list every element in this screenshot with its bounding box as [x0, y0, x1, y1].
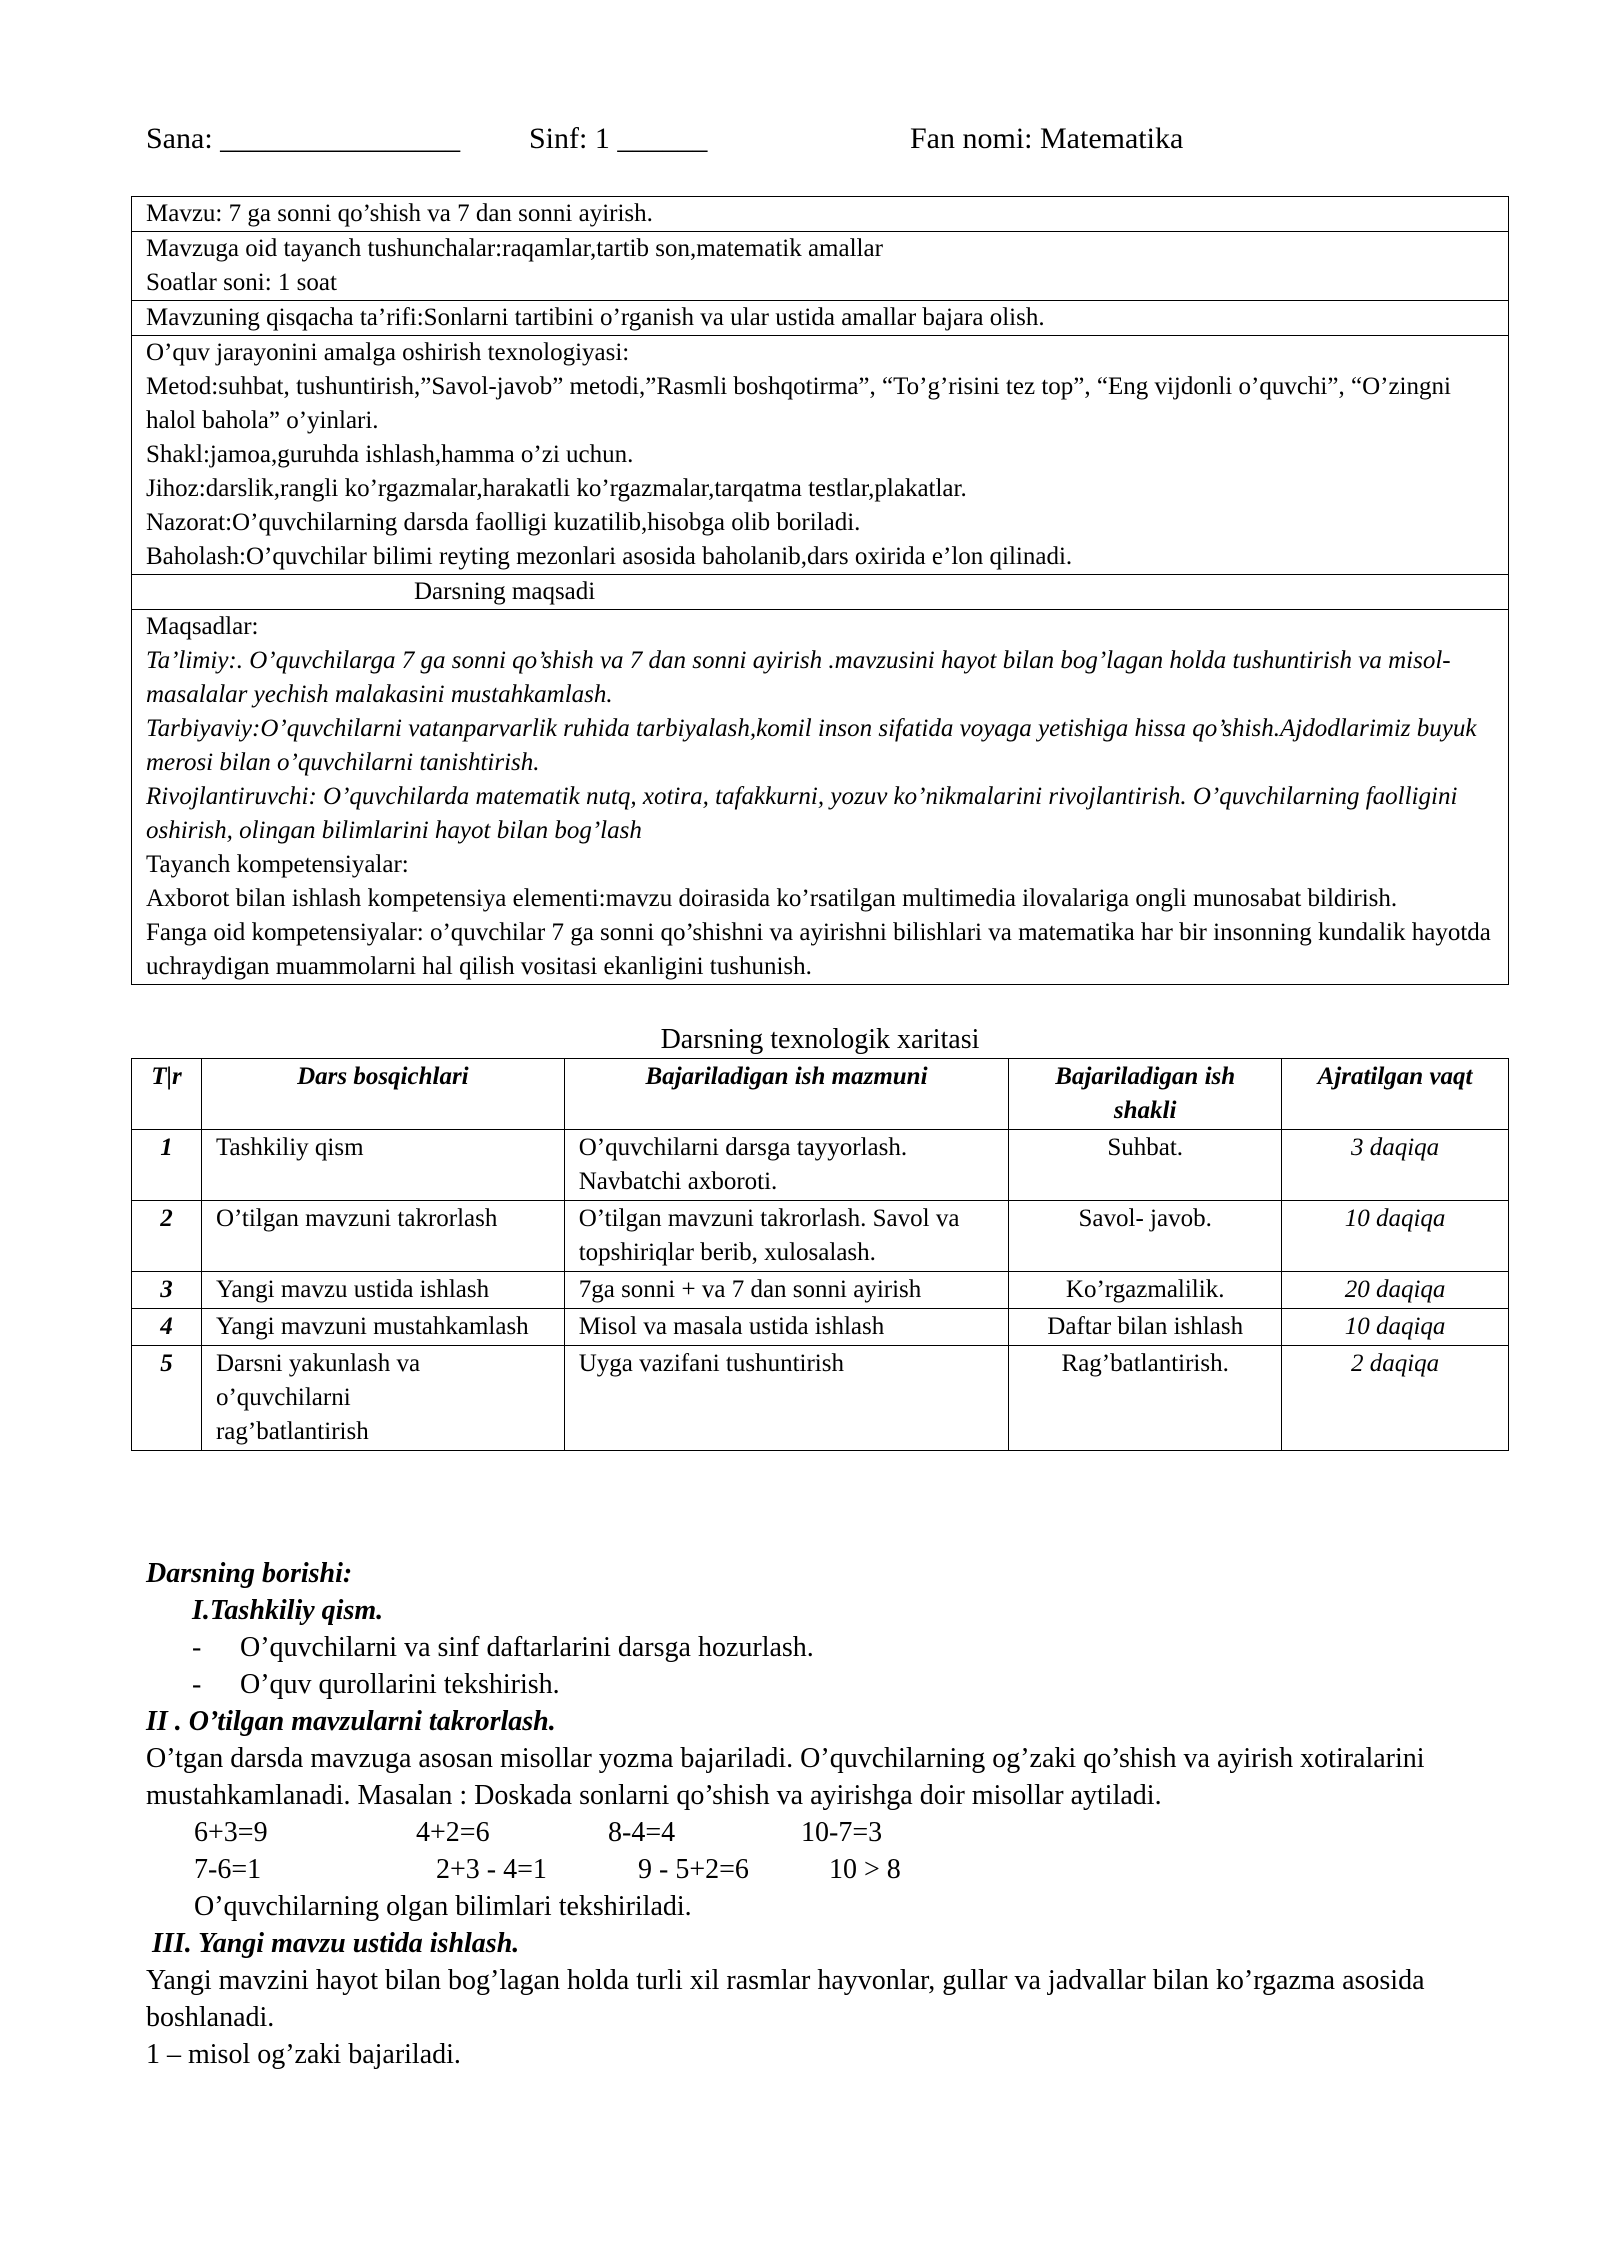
- row-form: Suhbat.: [1009, 1130, 1282, 1201]
- row-time: 10 daqiqa: [1282, 1309, 1509, 1346]
- table-row: [132, 1201, 1509, 1272]
- row-content: Misol va masala ustida ishlash: [564, 1309, 1009, 1346]
- method-text: Metod:suhbat, tushuntirish,”Savol-javob” metodi,”Rasmli boshqotirma”, “To’g’risini tez top”, “Eng vijdonli o’quvchi”, “O’zingni halol bahola” o’yinlari.: [146, 373, 1451, 434]
- section-3-title: III. Yangi mavzu ustida ishlash.: [152, 1928, 520, 1959]
- date-field: Sana: ________________: [146, 122, 461, 155]
- section-1-title: I.Tashkiliy qism.: [192, 1595, 384, 1626]
- equation-row: [146, 1814, 1496, 1851]
- equation-row: [146, 1851, 1496, 1888]
- table-header-row: [132, 1059, 1509, 1130]
- goals-label: Maqsadlar:: [146, 613, 259, 640]
- row-form: Ko’rgazmalilik.: [1009, 1272, 1282, 1309]
- dash-marker: -: [192, 1632, 202, 1663]
- summary-row: [132, 301, 1508, 336]
- bullet-item: [146, 1666, 1496, 1703]
- summary-text: Mavzuning qisqacha ta’rifi:Sonlarni tartibini o’rganish va ular ustida amallar bajara olish.: [146, 304, 1045, 331]
- bullet-text: O’quv qurollarini tekshirish.: [240, 1669, 560, 1700]
- control-text: Nazorat:O’quvchilarning darsda faolligi kuzatilib,hisobga olib boriladi.: [146, 509, 861, 536]
- goals-row: [132, 610, 1508, 984]
- technology-title: O’quv jarayonini amalga oshirish texnologiyasi:: [146, 339, 630, 366]
- bullet-item: [146, 1629, 1496, 1666]
- table-row: [132, 1309, 1509, 1346]
- educational-goal: Ta’limiy:. O’quvchilarga 7 ga sonni qo’shish va 7 dan sonni ayirish .mavzusini hayot bilan bog’lagan holda tushuntirish va misol- masalalar yechish malakasini mustahkamlash.: [146, 647, 1451, 708]
- row-time: 3 daqiqa: [1282, 1130, 1509, 1201]
- technology-map-table: [131, 1058, 1509, 1451]
- col-header-stage: Dars bosqichlari: [201, 1059, 564, 1130]
- topic-text: Mavzu: 7 ga sonni qo’shish va 7 dan sonni ayirish.: [146, 200, 653, 227]
- row-number: 4: [132, 1309, 202, 1346]
- equation: 8-4=4: [608, 1817, 676, 1848]
- row-number: 3: [132, 1272, 202, 1309]
- row-time: 10 daqiqa: [1282, 1201, 1509, 1272]
- dash-marker: -: [192, 1669, 202, 1700]
- table-row: [132, 1130, 1509, 1201]
- lesson-info-box: [131, 196, 1509, 985]
- goal-heading-row: [132, 575, 1508, 610]
- equation: 10 > 8: [829, 1854, 901, 1885]
- col-header-form: Bajariladigan ish shakli: [1009, 1059, 1282, 1130]
- col-header-content: Bajariladigan ish mazmuni: [564, 1059, 1009, 1130]
- equation: 6+3=9: [194, 1817, 268, 1848]
- row-content: 7ga sonni + va 7 dan sonni ayirish: [564, 1272, 1009, 1309]
- header-line: [146, 122, 1486, 162]
- form-text: Shakl:jamoa,guruhda ishlash,hamma o’zi uchun.: [146, 441, 634, 468]
- goal-heading: Darsning maqsadi: [414, 578, 596, 605]
- row-stage: Yangi mavzu ustida ishlash: [201, 1272, 564, 1309]
- equation: 9 - 5+2=6: [638, 1854, 749, 1885]
- concepts-text: Mavzuga oid tayanch tushunchalar:raqamlar,tartib son,matematik amallar: [146, 235, 883, 262]
- competencies-label: Tayanch kompetensiyalar:: [146, 851, 409, 878]
- row-time: 2 daqiqa: [1282, 1346, 1509, 1451]
- row-stage: O’tilgan mavzuni takrorlash: [201, 1201, 564, 1272]
- table-row: [132, 1272, 1509, 1309]
- upbringing-goal: Tarbiyaviy:O’quvchilarni vatanparvarlik ruhida tarbiyalash,komil inson sifatida voyaga yetishiga hissa qo’shish.Ajdodlarimiz buyuk merosi bilan o’quvchilarni tanishtirish.: [146, 715, 1477, 776]
- row-time: 20 daqiqa: [1282, 1272, 1509, 1309]
- concepts-row: [132, 232, 1508, 301]
- section-2-title: II . O’tilgan mavzularni takrorlash.: [146, 1706, 556, 1737]
- bullet-text: O’quvchilarni va sinf daftarlarini darsga hozurlash.: [240, 1632, 814, 1663]
- equation: 7-6=1: [194, 1854, 262, 1885]
- technology-row: [132, 336, 1508, 575]
- row-content: O’tilgan mavzuni takrorlash. Savol va topshiriqlar berib, xulosalash.: [564, 1201, 1009, 1272]
- map-caption: Darsning texnologik xaritasi: [660, 1024, 980, 1055]
- equipment-text: Jihoz:darslik,rangli ko’rgazmalar,harakatli ko’rgazmalar,tarqatma testlar,plakatlar.: [146, 475, 967, 502]
- row-stage: Yangi mavzuni mustahkamlash: [201, 1309, 564, 1346]
- lesson-title: Darsning borishi:: [146, 1558, 353, 1589]
- row-form: Savol- javob.: [1009, 1201, 1282, 1272]
- row-content: Uyga vazifani tushuntirish: [564, 1346, 1009, 1451]
- equation: 2+3 - 4=1: [436, 1854, 547, 1885]
- col-header-number: T|r: [132, 1059, 202, 1130]
- col-header-time: Ajratilgan vaqt: [1282, 1059, 1509, 1130]
- info-competence: Axborot bilan ishlash kompetensiya elementi:mavzu doirasida ko’rsatilgan multimedia ilovalariga ongli munosabat bildirish.: [146, 885, 1398, 912]
- row-form: Daftar bilan ishlash: [1009, 1309, 1282, 1346]
- row-stage: Tashkiliy qism: [201, 1130, 564, 1201]
- check-text: O’quvchilarning olgan bilimlari tekshiriladi.: [194, 1891, 692, 1922]
- row-form: Rag’batlantirish.: [1009, 1346, 1282, 1451]
- row-number: 1: [132, 1130, 202, 1201]
- developmental-goal: Rivojlantiruvchi: O’quvchilarda matematik nutq, xotira, tafakkurni, yozuv ko’nikmalarini rivojlantirish. O’quvchilarning faolligini oshirish, olingan bilimlarini hayot bilan bog’lash: [146, 783, 1458, 844]
- topic-row: [132, 197, 1508, 232]
- example-text: 1 – misol og’zaki bajariladi.: [146, 2039, 461, 2070]
- lesson-progress: [146, 1555, 1496, 2073]
- row-stage: Darsni yakunlash va o’quvchilarni rag’batlantirish: [201, 1346, 564, 1451]
- subject-field: Fan nomi: Matematika: [910, 122, 1184, 155]
- row-content: O’quvchilarni darsga tayyorlash. Navbatchi axboroti.: [564, 1130, 1009, 1201]
- section-2-paragraph: O’tgan darsda mavzuga asosan misollar yozma bajariladi. O’quvchilarning og’zaki qo’shish va ayirish xotiralarini mustahkamlanadi. Masalan : Doskada sonlarni qo’shish va ayirishga doir misollar aytiladi.: [146, 1743, 1425, 1811]
- table-row: [132, 1346, 1509, 1451]
- assessment-text: Baholash:O’quvchilar bilimi reyting mezonlari asosida baholanib,dars oxirida e’lon qilinadi.: [146, 543, 1073, 570]
- row-number: 2: [132, 1201, 202, 1272]
- row-number: 5: [132, 1346, 202, 1451]
- equation: 10-7=3: [801, 1817, 883, 1848]
- subject-competence: Fanga oid kompetensiyalar: o’quvchilar 7 ga sonni qo’shishni va ayirishni bilishlari va matematika har bir insonning kundalik hayotda uchraydigan muammolarni hal qilish vositasi ekanligini tushunish.: [146, 919, 1491, 980]
- class-field: Sinf: 1 ______: [529, 122, 708, 155]
- hours-text: Soatlar soni: 1 soat: [146, 269, 337, 296]
- equation: 4+2=6: [416, 1817, 490, 1848]
- section-3-paragraph: Yangi mavzini hayot bilan bog’lagan holda turli xil rasmlar hayvonlar, gullar va jadvallar bilan ko’rgazma asosida boshlanadi.: [146, 1965, 1425, 2033]
